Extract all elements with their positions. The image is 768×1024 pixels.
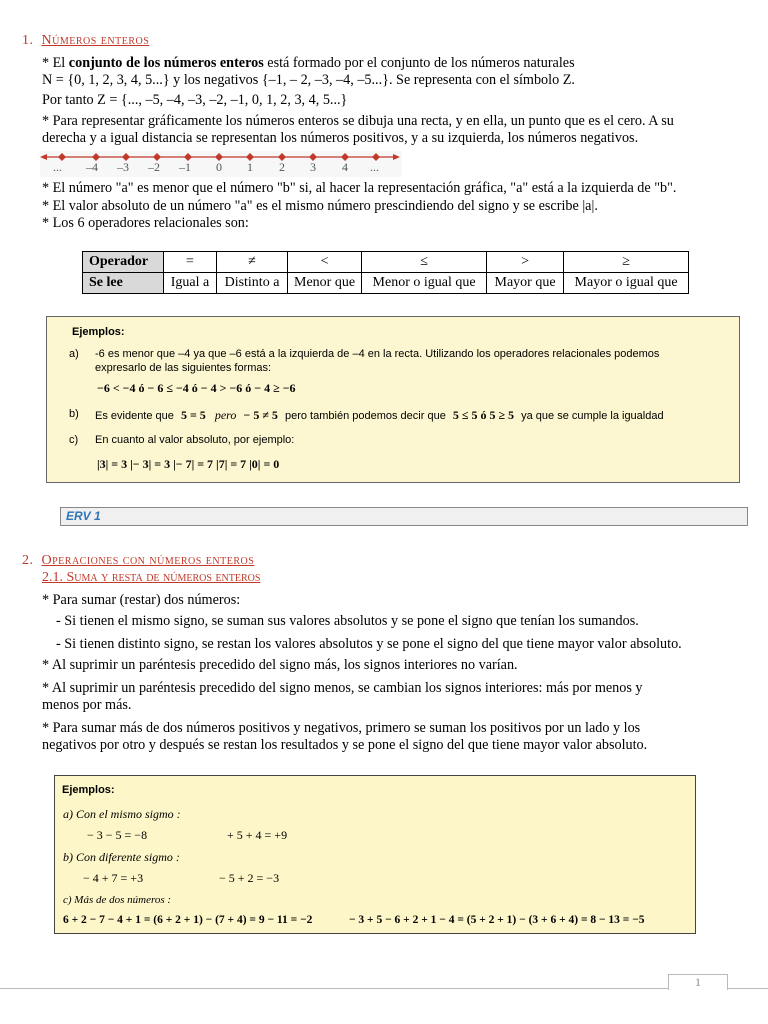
paragraph-parenthesis-minus: * Al suprimir un paréntesis precedido del signo menos, se cambian los signos interiores: más por menos y bbox=[42, 680, 643, 696]
examples-title: Ejemplos: bbox=[62, 784, 115, 796]
example-a-math: −6 < −4 ó − 6 ≤ −4 ó − 4 > −6 ó − 4 ≥ −6 bbox=[97, 381, 296, 395]
number-line bbox=[40, 151, 402, 177]
example-b-expr: − 4 + 7 = +3 bbox=[83, 871, 144, 885]
footer-rule bbox=[0, 988, 768, 989]
example-a-text: -6 es menor que –4 ya que –6 está a la izquierda de –4 en la recta. Utilizando los operadores relacionales podemos bbox=[95, 348, 660, 360]
table-row bbox=[83, 252, 689, 273]
table-cell: Menor o igual que bbox=[362, 273, 487, 294]
example-c-heading: c) Más de dos números : bbox=[63, 894, 172, 906]
number-line-label: –3 bbox=[117, 160, 129, 174]
examples-title: Ejemplos: bbox=[72, 326, 125, 338]
example-c-expr: − 3 + 5 − 6 + 2 + 1 − 4 = (5 + 2 + 1) − (3 + 6 + 4) = 8 − 13 = −5 bbox=[349, 914, 645, 926]
table-cell: Igual a bbox=[164, 273, 217, 294]
paragraph-natural-set: N = {0, 1, 2, 3, 4, 5...} y los negativos {–1, – 2, –3, –4, –5...}. Se representa con el símbolo Z. bbox=[42, 72, 575, 88]
table-cell: Menor que bbox=[288, 273, 362, 294]
number-line-label: 1 bbox=[247, 160, 253, 174]
section-2-number: 2. bbox=[22, 553, 34, 568]
table-cell: ≠ bbox=[217, 252, 288, 273]
example-c-math: |3| = 3 |− 3| = 3 |− 7| = 7 |7| = 7 |0| = 0 bbox=[97, 457, 280, 471]
left-arrow-icon bbox=[40, 154, 47, 160]
table-cell: Distinto a bbox=[217, 273, 288, 294]
erv-bar[interactable] bbox=[60, 507, 748, 526]
paragraph-graphic-2: derecha y a igual distancia se representan los números positivos, y a su izquierda, los números negativos. bbox=[42, 130, 639, 146]
table-cell: ≥ bbox=[564, 252, 689, 273]
paragraph-definition: * El conjunto de los números enteros está formado por el conjunto de los números naturales bbox=[42, 55, 575, 71]
example-label: a) bbox=[69, 348, 79, 360]
table-cell: > bbox=[487, 252, 564, 273]
example-a-expr: + 5 + 4 = +9 bbox=[227, 828, 288, 842]
number-line-label: –1 bbox=[179, 160, 191, 174]
table-header-cell: Operador bbox=[83, 252, 164, 273]
bold-term: conjunto de los números enteros bbox=[68, 55, 264, 71]
example-a-heading: a) Con el mismo sigmo : bbox=[63, 807, 181, 821]
number-line-label: –4 bbox=[86, 160, 98, 174]
paragraph-graphic-1: * Para representar gráficamente los números enteros se dibuja una recta, y en ella, un punto que es el cero. A su bbox=[42, 113, 674, 129]
number-line-label: ... bbox=[370, 160, 379, 174]
number-line-label: 3 bbox=[310, 160, 316, 174]
number-line-label: 4 bbox=[342, 160, 348, 174]
paragraph-z-set: Por tanto Z = {..., –5, –4, –3, –2, –1, 0, 1, 2, 3, 4, 5...} bbox=[42, 92, 348, 108]
operators-table bbox=[82, 251, 689, 294]
example-c-text: En cuanto al valor absoluto, por ejemplo: bbox=[95, 434, 295, 446]
paragraph-many-numbers: * Para sumar más de dos números positivos y negativos, primero se suman los positivos por un lado y los bbox=[42, 720, 641, 736]
table-cell: Mayor que bbox=[487, 273, 564, 294]
paragraph-operators: * Los 6 operadores relacionales son: bbox=[42, 215, 249, 231]
paragraph-sum-intro: * Para sumar (restar) dos números: bbox=[42, 592, 241, 608]
example-c-expr: 6 + 2 − 7 − 4 + 1 = (6 + 2 + 1) − (7 + 4) = 9 − 11 = −2 bbox=[63, 914, 313, 926]
table-header-cell: Se lee bbox=[83, 273, 164, 294]
paragraph-many-numbers-cont: negativos por otro y después se restan los resultados y se pone el signo del que tiene mayor valor absoluto. bbox=[42, 737, 648, 753]
example-b-line: Es evidente que 5 = 5 pero − 5 ≠ 5 pero también podemos decir que 5 ≤ 5 ó 5 ≥ 5 ya que se cumple la igualdad bbox=[95, 408, 664, 422]
example-label: c) bbox=[69, 434, 79, 446]
table-cell: < bbox=[288, 252, 362, 273]
section-2-title: Operaciones con números enteros bbox=[41, 553, 255, 568]
examples-box-2 bbox=[54, 775, 696, 934]
number-line-label: 2 bbox=[279, 160, 285, 174]
table-cell: Mayor o igual que bbox=[564, 273, 689, 294]
example-b-heading: b) Con diferente sigmo : bbox=[63, 850, 180, 864]
erv-label[interactable]: ERV 1 bbox=[66, 509, 101, 523]
example-a-expr: − 3 − 5 = −8 bbox=[87, 828, 148, 842]
subsection-2-1-title: 2.1. Suma y resta de números enteros bbox=[42, 570, 261, 585]
example-label: b) bbox=[69, 408, 79, 420]
number-line-label: 0 bbox=[216, 160, 222, 174]
section-1-heading bbox=[22, 33, 149, 49]
table-cell: ≤ bbox=[362, 252, 487, 273]
paragraph-parenthesis-plus: * Al suprimir un paréntesis precedido del signo más, los signos interiores no varían. bbox=[42, 657, 518, 673]
paragraph-different-sign: - Si tienen distinto signo, se restan los valores absolutos y se pone el signo del que tiene mayor valor absoluto. bbox=[56, 636, 682, 652]
example-b-expr: − 5 + 2 = −3 bbox=[219, 871, 280, 885]
paragraph-parenthesis-minus-cont: menos por más. bbox=[42, 697, 132, 713]
page-number-tab bbox=[668, 974, 728, 990]
examples-box-1 bbox=[46, 316, 740, 483]
paragraph-absolute-value: * El valor absoluto de un número "a" es el mismo número prescindiendo del signo y se escribe |a|. bbox=[42, 198, 598, 214]
right-arrow-icon bbox=[393, 154, 400, 160]
number-line-label: –2 bbox=[148, 160, 160, 174]
example-a-text: expresarlo de las siguientes formas: bbox=[95, 362, 272, 374]
number-line-label: ... bbox=[53, 160, 62, 174]
section-1-title: Números enteros bbox=[41, 33, 150, 48]
section-2-heading bbox=[22, 553, 254, 569]
table-cell: = bbox=[164, 252, 217, 273]
paragraph-less-than: * El número "a" es menor que el número "b" si, al hacer la representación gráfica, "a" está a la izquierda de "b". bbox=[42, 180, 677, 196]
section-1-number: 1. bbox=[22, 33, 34, 48]
table-row bbox=[83, 273, 689, 294]
page-number: 1 bbox=[695, 975, 701, 989]
paragraph-same-sign: - Si tienen el mismo signo, se suman sus valores absolutos y se pone el signo que tenían los sumandos. bbox=[56, 613, 639, 629]
